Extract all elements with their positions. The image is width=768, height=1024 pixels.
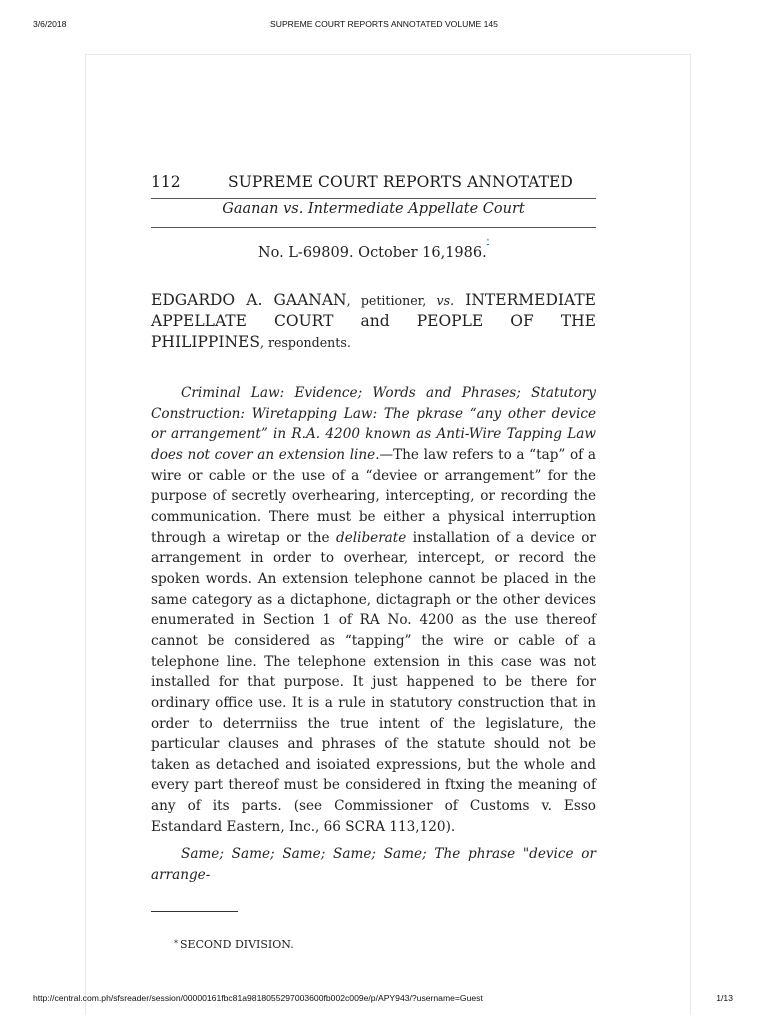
petitioner-role: , petitioner, (346, 293, 437, 308)
syllabus-paragraph (151, 844, 596, 885)
footnote-link[interactable]: * (486, 239, 490, 245)
case-short-title: Gaanan vs. Intermediate Appellate Court (222, 201, 525, 217)
footnote (174, 938, 294, 951)
syllabus-text-continued: installation of a device or arrangement in order to overhear, intercept, or record the spoken words. An extension telephone cannot be placed in the same category as a dictaphone, dictagraph or the other devices enumerated in Section 1 of RA No. 4200 as the use thereof cannot be considered as “tapping” the wire or cable of a telephone line. The telephone extension in this case was not installed for that purpose. It just happened to be there for ordinary office use. It is a rule in statutory construction that in order to deterrniiss the true intent of the legislature, the particular clauses and phrases of the statute should not be taken as detached and isoiated expressions, but the whole and every part thereof must be considered in ftxing the meaning of any of its parts. (see Commissioner of Customs v. Esso Estandard Eastern, Inc., 66 SCRA 113,120). (151, 529, 596, 835)
syllabus-headnote: Same; Same; Same; Same; Same; The phrase "device or arrange- (151, 846, 596, 884)
print-date: 3/6/2018 (33, 19, 67, 29)
running-head (151, 170, 596, 196)
syllabus (151, 383, 596, 886)
print-title: SUPREME COURT REPORTS ANNOTATED VOLUME 145 (270, 19, 498, 29)
case-number-text: No. L-69809. October 16,1986. (257, 245, 487, 261)
footnote-text: SECOND DIVISION. (180, 938, 294, 951)
page-number: 112 (151, 173, 181, 191)
syllabus-headnote: Criminal Law: Evidence; Words and Phrases; Statutory Construction: Wiretapping Law: The pkrase “any other device or arrangement” in R.A. 4200 known as Anti-Wire Tapping Law does not cover an extension line. (151, 385, 596, 463)
case-parties (151, 290, 596, 353)
print-footer (0, 993, 768, 1005)
respondent-names: INTERMEDIATE APPELLATE COURT and PEOPLE OF THE PHILIPPINES (151, 291, 596, 351)
syllabus-text: —The law refers to a “tap” of a wire or cable or the use of a “deviee or arrangement” for the purpose of secretly overhearing, intercepting, or recording the communication. There must be either a physical interruption through a wiretap or the (151, 446, 596, 546)
print-url: http://central.com.ph/sfsreader/session/00000161fbc81a9818055297003600fb002c009e/p/APY943/?username=Guest (33, 993, 483, 1003)
respondent-role: , respondents. (259, 335, 351, 350)
header-rule (151, 198, 596, 199)
case-title-rule (151, 227, 596, 228)
syllabus-emphasis: deliberate (336, 529, 407, 546)
syllabus-paragraph (151, 383, 596, 837)
print-header (0, 19, 768, 31)
print-page-count: 1/13 (716, 993, 733, 1003)
petitioner-name: EDGARDO A. GAANAN (151, 291, 347, 309)
versus: vs. (436, 293, 455, 308)
reports-title: SUPREME COURT REPORTS ANNOTATED (228, 173, 573, 191)
footnote-marker: * (174, 939, 178, 948)
footnote-rule (151, 911, 238, 912)
case-number (151, 239, 596, 261)
